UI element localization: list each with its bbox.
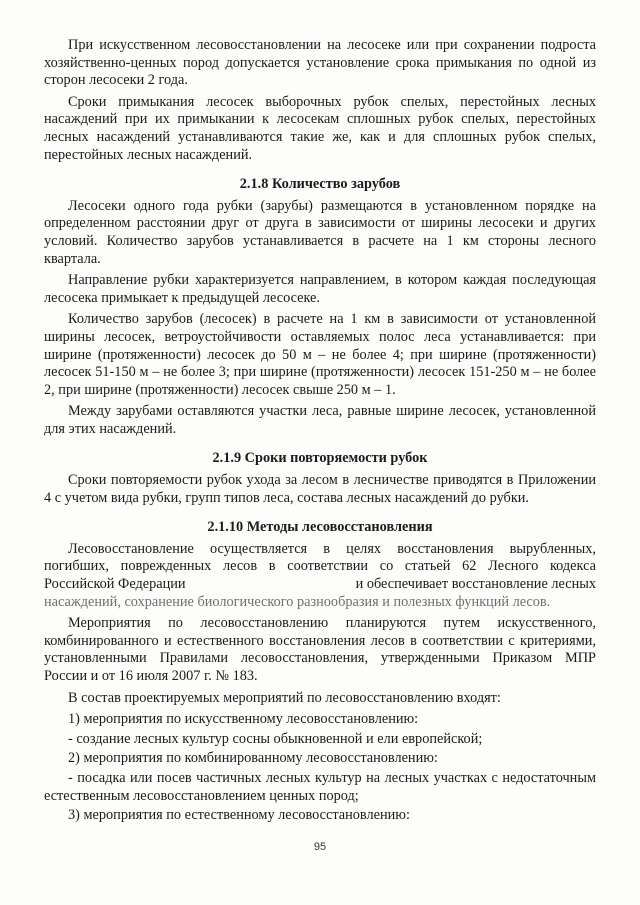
paragraph-218-3: Количество зарубов (лесосек) в расчете на 1 км в зависимости от установленной ширины лесосек, ветроустойчивости оставляемых полос леса устанавливается: при ширине (протяженности) лесосек до 50 м – не более 4; при ширине (протяженности) лесосек 51-150 м – не более 3; при ширине (протяженности) лесосек 151-250 м – не более 2, при ширине (протяженности) лесосек свыше 250 м – 1. — [44, 311, 596, 398]
paragraph-218-1: Лесосеки одного года рубки (зарубы) размещаются в установленном порядке на определенном расстоянии друг от друга в зависимости от ширины лесосеки и других условий. Количество зарубов устанавливается в расчете на 1 км стороны лесного квартала. — [44, 197, 596, 267]
page-content — [44, 37, 596, 827]
paragraph-2110-1 — [44, 541, 596, 611]
list-item: 3) мероприятия по естественному лесовосстановлению: — [68, 807, 410, 824]
list-item: 1) мероприятия по искусственному лесовосстановлению: — [68, 711, 419, 728]
paragraph-2110-1-end: и обеспечивает восстановление лесных — [355, 576, 596, 593]
section-heading-2-1-8: 2.1.8 Количество зарубов — [239, 176, 401, 193]
paragraph-218-4: Между зарубами оставляются участки леса, равные ширине лесосек, установленной для этих насаждений. — [44, 403, 596, 437]
list-item: - создание лесных культур сосны обыкновенной и ели европейской; — [68, 730, 483, 747]
section-heading-2-1-10: 2.1.10 Методы лесовосстановления — [207, 519, 433, 536]
paragraph-intro-2: Сроки примыкания лесосек выборочных рубок спелых, перестойных лесных насаждений при их примыкании к лесосекам сплошных рубок спелых, перестойных лесных насаждений устанавливаются такие же, как и для сплошных рубок спелых, перестойных лесных насаждений. — [44, 93, 596, 163]
list-item: - посадка или посев частичных лесных культур на лесных участках с недостаточным естественным лесовосстановлением ценных пород; — [44, 769, 596, 804]
paragraph-219-1: Сроки повторяемости рубок ухода за лесом в лесничестве приводятся в Приложении 4 с учетом вида рубки, групп типов леса, состава лесных насаждений до рубки. — [44, 472, 596, 506]
page-number: 95 — [313, 841, 327, 853]
section-heading-2-1-9: 2.1.9 Сроки повторяемости рубок — [212, 450, 428, 467]
paragraph-2110-3: В состав проектируемых мероприятий по лесовосстановлению входят: — [68, 689, 501, 706]
paragraph-intro-1: При искусственном лесовосстановлении на лесосеке или при сохранении подроста хозяйственно-ценных пород допускается установление срока примыкания по одной из сторон лесосеки 2 года. — [44, 37, 596, 89]
paragraph-218-2: Направление рубки характеризуется направлением, в котором каждая последующая лесосека примыкает к предыдущей лесосеке. — [44, 272, 596, 306]
paragraph-2110-2: Мероприятия по лесовосстановлению планируются путем искусственного, комбинированного и естественного восстановления лесов в соответствии с критериями, установленными Правилами лесовосстановления, утвержденными Приказом МПР России и от 16 июля 2007 г. № 183. — [44, 615, 596, 684]
paragraph-2110-1-faint: насаждений, сохранение биологического разнообразия и полезных функций лесов. — [44, 593, 551, 610]
list-item: 2) мероприятия по комбинированному лесовосстановлению: — [68, 750, 438, 767]
paragraph-2110-1-start: Лесовосстановление осуществляется в целях восстановления вырубленных, погибших, поврежденных лесов в соответствии со статьей 62 Лесного кодекса Российской Федерации — [44, 540, 596, 593]
